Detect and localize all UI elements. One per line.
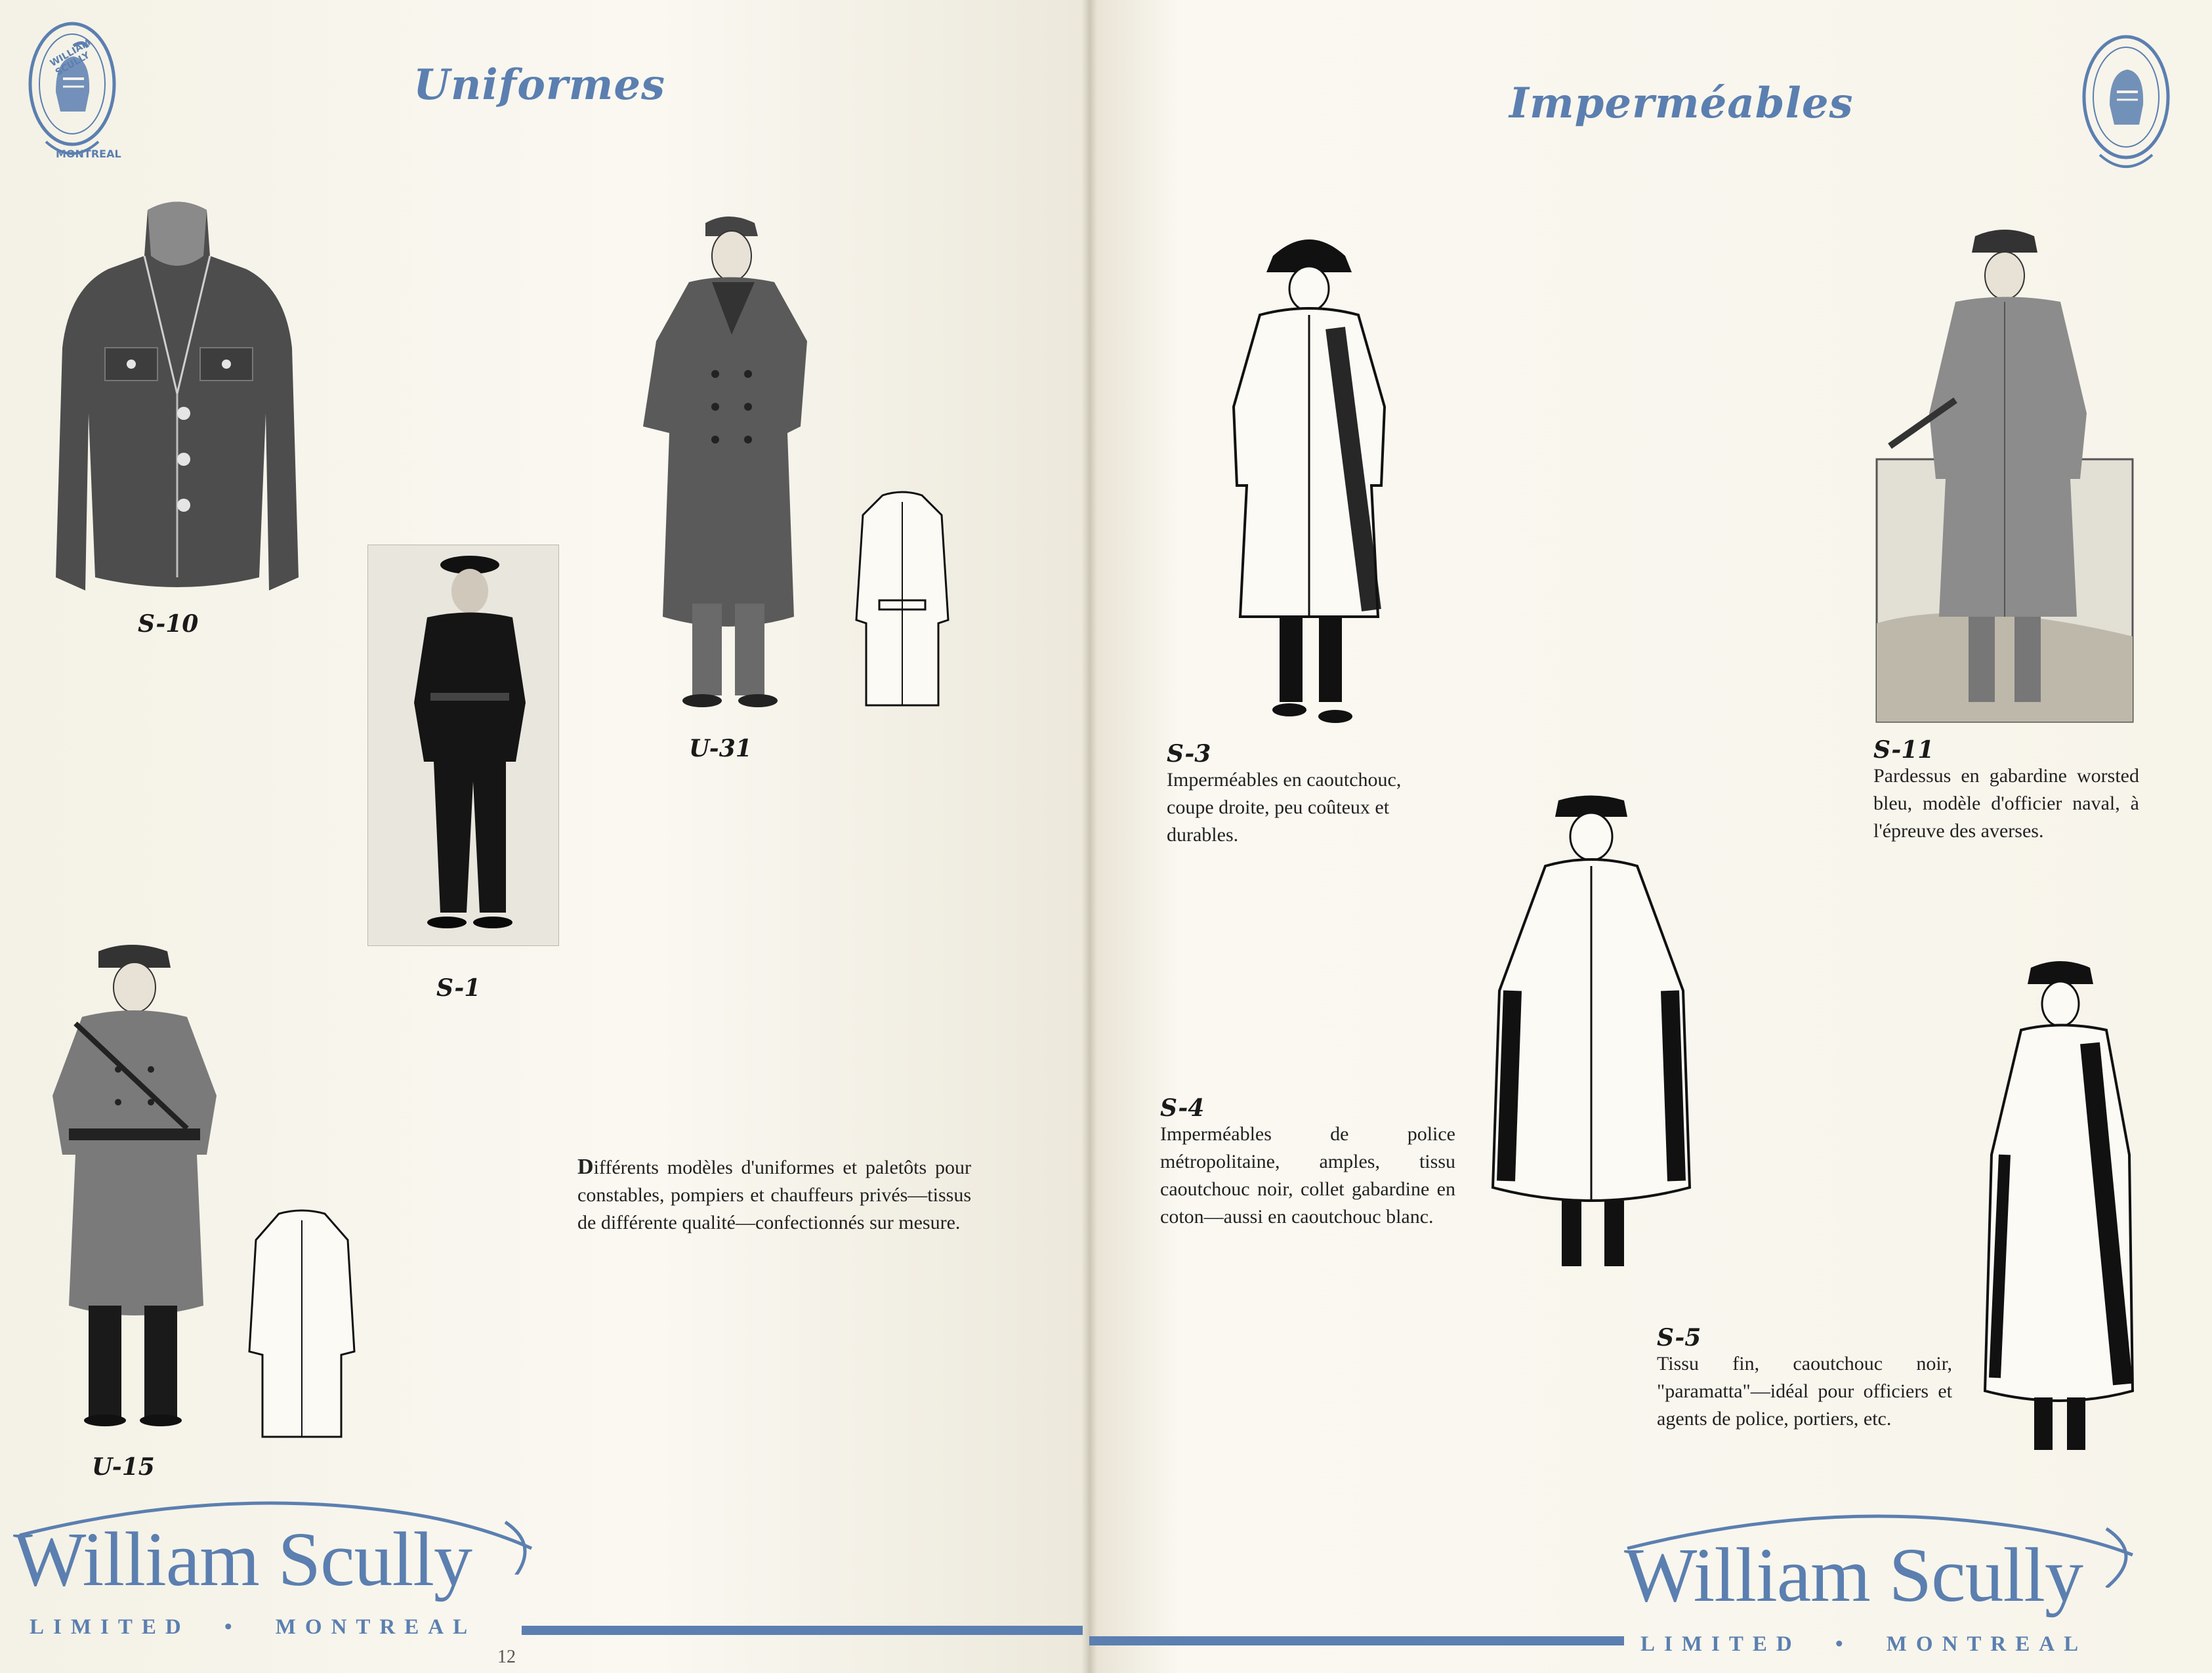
- description-text: ifférents modèles d'uniformes et paletôts pour constables, pompiers et chauffeurs privés—tissus de différente qualité—confectionnés sur mesure.: [577, 1157, 971, 1233]
- page-number: 12: [497, 1647, 516, 1667]
- tagline-montreal: MONTREAL: [1886, 1632, 2088, 1656]
- item-code-s1: S-1: [436, 974, 481, 1002]
- footer-rule-right: [1089, 1636, 1624, 1645]
- brand-name-left: William Scully: [13, 1516, 472, 1602]
- illustration-u15-officer: [36, 938, 233, 1437]
- item-code-s11: S-11: [1873, 736, 1934, 764]
- item-description-s3: Imperméables en caoutchouc, coupe droite, peu coûteux et durables.: [1167, 769, 1402, 846]
- brand-emblem-right: [2074, 26, 2179, 184]
- item-code-u31: U-31: [689, 735, 752, 762]
- tagline-dot: •: [224, 1615, 241, 1639]
- footer-rule-left: [522, 1626, 1083, 1635]
- knight-helmet-icon: [2074, 26, 2179, 184]
- section-title-uniformes: Uniformes: [413, 60, 666, 110]
- tagline-right: [1640, 1632, 2087, 1657]
- item-code-s10: S-10: [138, 610, 199, 638]
- book-gutter: [1081, 0, 1097, 1673]
- tagline-dot: •: [1835, 1632, 1852, 1656]
- item-code-u15: U-15: [92, 1453, 155, 1481]
- illustration-s4-police-raincoat: [1486, 794, 1696, 1279]
- uniformes-description: [577, 1153, 971, 1237]
- illustration-u15-back-view: [243, 1207, 361, 1443]
- item-code-s5: S-5: [1657, 1324, 1701, 1352]
- illustration-u31-back-view: [850, 489, 955, 712]
- item-description-s5: Tissu fin, caoutchouc noir, "paramatta"—idéal pour officiers et agents de police, portiers, etc.: [1657, 1353, 1952, 1430]
- tagline-limited: LIMITED: [1640, 1632, 1801, 1656]
- brand-name-right: William Scully: [1624, 1532, 2083, 1618]
- brand-emblem-left: [20, 13, 125, 171]
- item-description-s11: Pardessus en gabardine worsted bleu, modèle d'officier naval, à l'épreuve des averses.: [1873, 765, 2139, 842]
- illustration-s3-raincoat: [1221, 223, 1398, 728]
- tagline-montreal: MONTREAL: [275, 1615, 477, 1639]
- emblem-bottom-text: MONTREAL: [56, 148, 121, 160]
- emblem-top-text: WILLIAM SCULLY: [48, 37, 93, 78]
- illustration-u31-overcoat: [630, 210, 827, 709]
- item-code-s3: S-3: [1167, 740, 1211, 768]
- section-title-impermeables: Imperméables: [1509, 79, 1854, 128]
- illustration-s10-jacket: [49, 197, 305, 597]
- description-dropcap: D: [577, 1155, 594, 1179]
- item-description-s4: Imperméables de police métropolitaine, amples, tissu caoutchouc noir, collet gabardine en coton—aussi en caoutchouc blanc.: [1160, 1123, 1455, 1228]
- tagline-left: [30, 1615, 476, 1640]
- photo-s1-policeman: [367, 545, 559, 946]
- tagline-limited: LIMITED: [30, 1615, 190, 1639]
- illustration-s11-officer-coat: [1870, 230, 2139, 728]
- illustration-s5-officer-raincoat: [1975, 958, 2139, 1463]
- item-code-s4: S-4: [1160, 1094, 1205, 1122]
